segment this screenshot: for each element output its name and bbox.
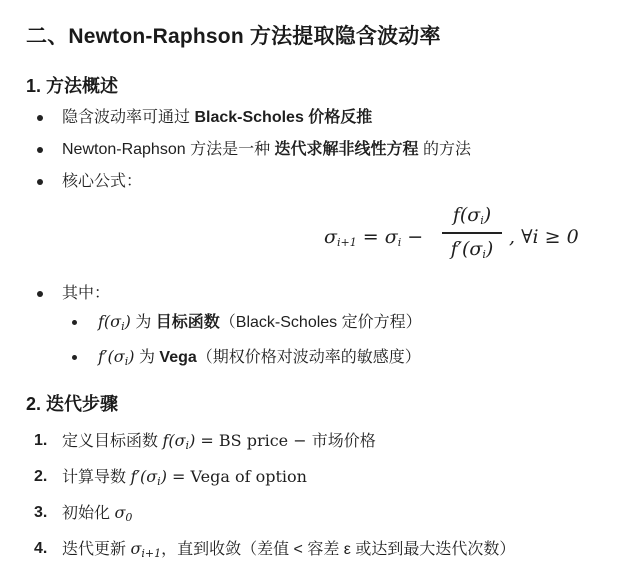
steps-heading: 2. 迭代步骤 <box>26 394 119 414</box>
list-item: $f'(\sigma_i)$ 为 Vega（期权价格对波动率的敏感度） <box>62 347 608 372</box>
list-item: 隐含波动率可通过 Black-Scholes 价格反推 <box>26 108 608 128</box>
where-sublist <box>62 312 608 372</box>
steps-list <box>26 430 608 565</box>
overview-heading: 1. 方法概述 <box>26 76 119 96</box>
list-item: 3. 初始化 $\sigma_0$ <box>34 503 133 524</box>
list-item: 2. 计算导数 $f'(\sigma_i)$ = Vega of option <box>34 467 307 488</box>
list-item: 其中： $f(\sigma_i)$ 为 目标函数（Black-Scholes 定价方程） $f'(\sigma_i)$ 为 Vega（期权价格对波动率的敏感度） <box>26 284 608 372</box>
list-item: 4. 迭代更新 $\sigma_{i+1}$，直到收敛（差值 < 容差 ε 或达到最大迭代次数） <box>34 539 516 560</box>
fraction-bar <box>442 232 502 234</box>
formula-denominator: $f'(\sigma_i)$ <box>450 237 494 261</box>
list-item: Newton-Raphson 方法是一种 迭代求解非线性方程 的方法 <box>26 140 608 160</box>
newton-raphson-formula <box>26 202 608 276</box>
formula-fraction <box>442 204 502 261</box>
list-item: $f(\sigma_i)$ 为 目标函数（Black-Scholes 定价方程） <box>62 312 608 337</box>
where-list <box>26 284 608 372</box>
list-item: 核心公式： <box>26 172 608 192</box>
formula-condition: , ∀i ≥ 0 <box>509 226 579 248</box>
formula-numerator: $f(\sigma_i)$ <box>452 204 492 227</box>
section-title: 二、Newton-Raphson 方法提取隐含波动率 <box>26 25 441 48</box>
formula-lhs: $\sigma_{i+1} = \sigma_i$ − <box>324 226 424 249</box>
overview-list <box>26 108 608 192</box>
list-item: 1. 定义目标函数 $f(\sigma_i)$ = BS price − 市场价格 <box>34 431 376 452</box>
